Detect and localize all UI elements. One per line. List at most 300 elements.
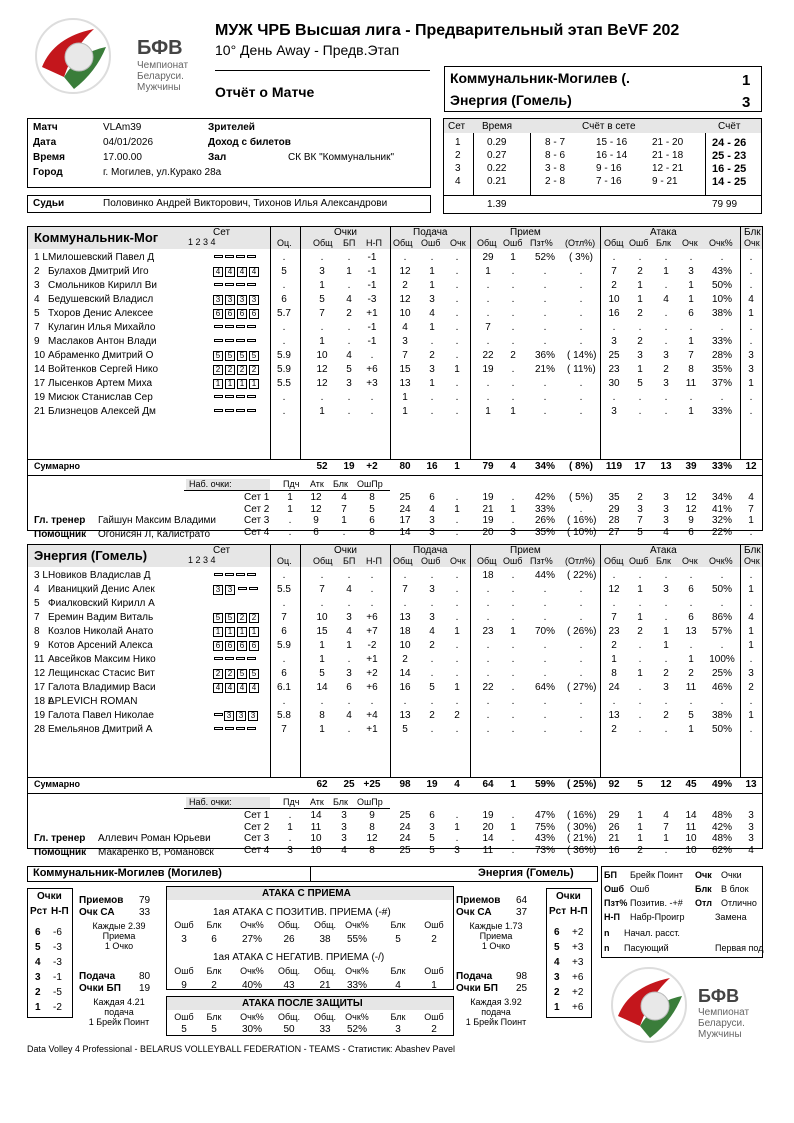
team2-setstat-rt: 20 xyxy=(482,821,494,833)
team2-stat-ab: . xyxy=(664,598,668,609)
right-rot: 1 xyxy=(554,1002,560,1013)
team1-stat-rx: . xyxy=(579,294,583,305)
referee-value: Половинко Андрей Викторович, Тихонов Илья Александрови xyxy=(103,198,388,209)
team2-nab-p2: 11 xyxy=(310,821,322,833)
team1-player-no: 1 L xyxy=(34,252,48,263)
left-rec-note: Приема xyxy=(102,931,136,941)
team2-stat-at: . xyxy=(612,570,616,581)
team2-stat-apc: 86% xyxy=(711,612,732,623)
team2-stat-bl: . xyxy=(749,598,753,609)
team1-stat-pt: 1 xyxy=(319,406,325,417)
team1-nab-p1: . xyxy=(288,515,292,526)
team2-total-np: +25 xyxy=(363,779,381,790)
sets-h-total: Счёт xyxy=(718,121,741,132)
sets-h-time: Время xyxy=(482,121,513,132)
team1-stat-np: . xyxy=(370,392,374,403)
set-row-b: 16 - 14 xyxy=(596,150,628,161)
team1-stat-rp: . xyxy=(543,266,547,277)
team2-setstat-rx: ( 16%) xyxy=(567,810,597,821)
team1-stat-rp: 36% xyxy=(534,350,555,361)
team2-stat-sp: . xyxy=(455,724,459,735)
team1-stat-re: 2 xyxy=(510,350,516,361)
team1-setstat-st: 24 xyxy=(399,503,411,515)
team2-stat-ap: 5 xyxy=(688,710,694,721)
team2-player-name: Галота Владимир Васи xyxy=(48,682,156,693)
team1-player-no: 3 xyxy=(34,280,40,291)
team1-setstat-apc: 22% xyxy=(711,526,732,538)
team1-stat-oc: . xyxy=(282,336,286,347)
team2-name: Энергия (Гомель) xyxy=(450,92,572,108)
team2-total-at: 92 xyxy=(608,779,620,790)
team1-stat-pt: . xyxy=(320,252,324,263)
team2-stat-bp: 4 xyxy=(346,710,352,721)
team1-setstat-ap: 9 xyxy=(688,515,694,526)
team2-stat-rx: . xyxy=(579,640,583,651)
team2-stat-rt: . xyxy=(486,696,490,707)
set-boxes xyxy=(213,668,261,679)
set-position: 1 xyxy=(237,379,247,389)
team2-stat-rx: . xyxy=(579,668,583,679)
team1-stat-rt: . xyxy=(486,378,490,389)
team1-stat-np: -3 xyxy=(367,294,377,305)
logo-sub-1: Чемпионат xyxy=(137,60,189,71)
sub-marker xyxy=(214,727,223,730)
team1-setstat-ab: 3 xyxy=(663,515,669,526)
atk1-v2: 4 xyxy=(395,980,401,991)
atk1-h: Очк% xyxy=(240,920,264,930)
atk2-v: 33 xyxy=(319,1024,331,1035)
right-obp-val: 25 xyxy=(516,983,528,994)
team1-stat-rt: . xyxy=(486,280,490,291)
team1-setstat-ae: 2 xyxy=(637,492,643,503)
right-h2: Н-П xyxy=(570,906,588,917)
legend-key: Ошб xyxy=(604,884,625,894)
team2-stat-oc: . xyxy=(282,696,286,707)
col-sub-err: Ошб xyxy=(421,238,441,248)
set-row-num: 4 xyxy=(455,176,461,187)
team2-player-name: Козлов Николай Анато xyxy=(48,626,154,637)
team2-total-sp: 4 xyxy=(454,779,460,790)
team1-player-name: Булахов Дмитрий Иго xyxy=(48,266,149,277)
team2-coach: Аллевич Роман Юрьеви xyxy=(98,833,211,844)
setstat-row xyxy=(28,810,762,822)
team1-stat-sp: 1 xyxy=(454,364,460,375)
team2-stat-ab: 2 xyxy=(663,710,669,721)
report-title: Отчёт о Матче xyxy=(215,84,315,100)
team2-player-no: 11 xyxy=(34,654,45,665)
set-position: 5 xyxy=(213,351,223,361)
left-oca-val: 33 xyxy=(139,907,151,918)
team2-player-no: 3 L xyxy=(34,570,48,581)
spectators-label: Зрителей xyxy=(208,122,255,133)
team1-setstat-se: 6 xyxy=(429,492,435,503)
team1-setstat-at: 27 xyxy=(608,526,620,538)
team1-asst: Огонисян Л, Калистрато xyxy=(98,529,211,540)
set-boxes xyxy=(213,280,257,291)
team2-stat-rp: . xyxy=(543,640,547,651)
team1-stat-apc: . xyxy=(720,322,724,333)
col-sub-err: Ошб xyxy=(629,238,649,248)
atk2-v: 3 xyxy=(395,1024,401,1035)
team1-setstat-rt: 21 xyxy=(482,503,494,515)
atk2-title: АТАКА ПОСЛЕ ЗАЩИТЫ xyxy=(242,998,363,1009)
team1-stat-bp: . xyxy=(347,252,351,263)
team1-setstat-rp: 26% xyxy=(534,515,555,526)
team1-total-rp: 34% xyxy=(534,461,555,472)
left-rot: 4 xyxy=(35,957,41,968)
team1-player-no: 10 xyxy=(34,350,46,361)
team1-stat-rp: . xyxy=(543,406,547,417)
team1-coach: Гайшун Максим Владими xyxy=(98,515,217,526)
set-row-c: 12 - 21 xyxy=(652,163,684,174)
set-position: 2 xyxy=(213,365,223,375)
team2-stat-oc: 6 xyxy=(281,626,287,637)
right-np: +3 xyxy=(572,957,584,968)
team2-setstat-at: 26 xyxy=(608,821,620,833)
team1-stat-ab: . xyxy=(664,308,668,319)
col-sub-exc: (Отл%) xyxy=(565,238,596,248)
date-label: Дата xyxy=(33,137,57,148)
sets-total-time: 1.39 xyxy=(487,199,507,210)
team1-stat-at: 3 xyxy=(611,336,617,347)
team2-total-pt: 62 xyxy=(316,779,328,790)
team2-stat-ap: 1 xyxy=(688,654,694,665)
team1-stat-ap: . xyxy=(689,252,693,263)
team2-total-re: 1 xyxy=(510,779,516,790)
team2-stat-rp: . xyxy=(543,598,547,609)
team1-stat-bl: 3 xyxy=(748,364,754,375)
set-position: 1 xyxy=(225,379,235,389)
set-boxes xyxy=(213,322,257,333)
team1-stat-st: 4 xyxy=(402,322,408,333)
team2-stat-np: . xyxy=(370,696,374,707)
team2-stat-pt: 1 xyxy=(319,640,325,651)
team1-setstat-rx: ( 5%) xyxy=(569,492,593,503)
team2-stat-ab: . xyxy=(664,696,668,707)
team2-setstat-se: 5 xyxy=(429,833,435,844)
right-np: +6 xyxy=(572,1002,584,1013)
team2-stat-rx: . xyxy=(579,612,583,623)
atk1-sub1: 1ая АТАКА С ПОЗИТИВ. ПРИЕМА (-#) xyxy=(213,907,391,918)
team1-total-re: 4 xyxy=(510,461,516,472)
team2-setstat-at: 16 xyxy=(608,844,620,856)
team1-total-np: +2 xyxy=(366,461,378,472)
right-np: +3 xyxy=(572,942,584,953)
legend-desc: Очки xyxy=(721,870,742,880)
team1-setstat-apc: 32% xyxy=(711,515,732,526)
team2-stat-np: +4 xyxy=(366,710,378,721)
set-row-score: 25 - 23 xyxy=(712,150,747,162)
atk1-v2: 1 xyxy=(431,980,437,991)
team1-stat-apc: . xyxy=(720,252,724,263)
team2-stat-ab: . xyxy=(664,570,668,581)
team2-stat-pt: 7 xyxy=(319,584,325,595)
set-boxes xyxy=(213,266,261,277)
team2-nab-p2: 10 xyxy=(310,833,322,844)
team2-stat-ae: . xyxy=(638,570,642,581)
atk2-h: Блк xyxy=(390,1012,406,1022)
set-boxes xyxy=(213,252,257,263)
team1-player-no: 17 xyxy=(34,378,46,389)
left-srv-note: 1 Брейк Поинт xyxy=(88,1017,150,1027)
footer-text: Data Volley 4 Professional - BELARUS VOLLEYBALL FEDERATION - TEAMS - Статистик: Abashev Pavel xyxy=(27,1044,456,1054)
legend-desc: Набр-Проигр xyxy=(630,912,685,922)
team2-stat-np: . xyxy=(370,570,374,581)
team2-stat-at: 7 xyxy=(611,612,617,623)
team2-stat-bp: 3 xyxy=(346,668,352,679)
player-row xyxy=(28,336,762,350)
team1-stat-at: 25 xyxy=(608,350,620,361)
atk1-h2: Очк% xyxy=(240,966,264,976)
team2-stat-se: . xyxy=(430,654,434,665)
team2-stat-np: +7 xyxy=(366,626,378,637)
team2-player-name: Фиалковский Кирилл А xyxy=(48,598,155,609)
player-row xyxy=(28,612,762,626)
team1-stat-np: +1 xyxy=(366,308,378,319)
team1-stat-apc: 28% xyxy=(711,350,732,361)
sub-marker xyxy=(247,657,256,660)
team2-stat-se: . xyxy=(430,598,434,609)
team1-stat-rx: . xyxy=(579,322,583,333)
col-sub-err: Ошб xyxy=(629,556,649,566)
player-row xyxy=(28,584,762,598)
team1-stat-oc: . xyxy=(282,392,286,403)
left-rot: 5 xyxy=(35,942,41,953)
team1-player-no: 5 xyxy=(34,308,40,319)
team2-stat-bp: 4 xyxy=(346,584,352,595)
col-sub-pos: Пзт% xyxy=(530,556,553,566)
logo-text-bottom: БФВ xyxy=(698,986,740,1006)
player-row xyxy=(28,682,762,696)
team1-setstat-rx: ( 16%) xyxy=(567,515,597,526)
team2-setstat-bl: 3 xyxy=(748,810,754,821)
team2-total-st: 98 xyxy=(399,779,411,790)
team2-setstat-rt: 14 xyxy=(482,833,494,844)
team2-stat-sp: . xyxy=(455,654,459,665)
team1-setstat-sp: 1 xyxy=(454,503,460,515)
team2-stat-se: . xyxy=(430,668,434,679)
team1-stat-bl: 1 xyxy=(748,308,754,319)
team1-stat-bl: 4 xyxy=(748,294,754,305)
col-sub-blk: Блк xyxy=(656,238,671,248)
team2-setstat-sp: . xyxy=(455,833,459,844)
team1-stat-pt: 7 xyxy=(319,308,325,319)
atk1-v1: 5 xyxy=(395,934,401,945)
atk1-h2: Ошб xyxy=(174,966,194,976)
team2-stat-ae: . xyxy=(638,710,642,721)
team2-nab-p3: 4 xyxy=(341,844,347,856)
right-srv-val: 98 xyxy=(516,971,528,982)
atk1-h2: Общ. xyxy=(277,966,301,976)
team1-name: Коммунальник-Мог xyxy=(34,230,159,245)
team1-stat-st: 3 xyxy=(402,336,408,347)
team2-stat-re: . xyxy=(511,570,515,581)
team1-total-st: 80 xyxy=(399,461,411,472)
nab-h2: Атк xyxy=(310,479,324,489)
team2-stat-bp: . xyxy=(347,570,351,581)
set-boxes xyxy=(213,570,257,581)
team1-stat-se: 3 xyxy=(429,364,435,375)
left-srv-val: 80 xyxy=(139,971,151,982)
team2-stat-at: 12 xyxy=(608,584,620,595)
team1-nab-p2: 6 xyxy=(313,526,319,538)
team2-stat-rp: . xyxy=(543,710,547,721)
team1-stat-re: . xyxy=(511,392,515,403)
set-position: 5 xyxy=(237,669,247,679)
set-row-c: 9 - 21 xyxy=(652,176,678,187)
team2-stat-st: . xyxy=(403,570,407,581)
team2-stat-re: . xyxy=(511,584,515,595)
team1-stat-rt: 29 xyxy=(482,252,494,263)
col-sub-pos: Пзт% xyxy=(530,238,553,248)
right-rot: 5 xyxy=(554,942,560,953)
legend-key: БП xyxy=(604,870,617,880)
team1-player-name: Войтенков Сергей Нико xyxy=(48,364,159,375)
team1-stat-ap: 1 xyxy=(688,336,694,347)
legend-desc: Начал. расст. xyxy=(624,928,680,938)
team1-setstat-re: . xyxy=(511,492,515,503)
asst-label: Помощник xyxy=(34,529,87,540)
team1-set-label: Сет 4 xyxy=(244,526,270,538)
team1-player-name: Кулагин Илья Михайло xyxy=(48,322,156,333)
attack-head: Атака xyxy=(650,545,677,556)
set-position: 5 xyxy=(237,351,247,361)
legend-desc: Пасующий xyxy=(624,943,669,953)
team1-stat-rp: . xyxy=(543,308,547,319)
col-sub-bp: БП xyxy=(343,556,356,566)
team2-stat-rp: 64% xyxy=(534,682,555,693)
team1-nab-p1: 1 xyxy=(287,492,293,503)
bottom-team1: Коммунальник-Могилев (Могилев) xyxy=(33,867,222,879)
set-row-score: 14 - 25 xyxy=(712,176,747,188)
atk1-h: Ошб xyxy=(424,920,444,930)
team1-setstat-rp: 42% xyxy=(534,492,555,503)
team1-stat-sp: . xyxy=(455,322,459,333)
team1-stat-at: 10 xyxy=(608,294,620,305)
team1-setstat-rx: ( 10%) xyxy=(567,526,597,538)
set-position: 1 xyxy=(249,627,259,637)
team1-stat-oc: . xyxy=(282,322,286,333)
team1-stat-sp: . xyxy=(455,308,459,319)
set-row-b: 15 - 16 xyxy=(596,137,628,148)
team2-stat-pt: 10 xyxy=(316,612,328,623)
team1-stat-st: . xyxy=(403,252,407,263)
team1-stat-re: . xyxy=(511,308,515,319)
team1-stat-at: 30 xyxy=(608,378,620,389)
team1-player-no: 19 xyxy=(34,392,46,403)
team2-nab-p1: . xyxy=(288,810,292,821)
team2-stat-pt: 1 xyxy=(319,724,325,735)
team1-nab-p1: . xyxy=(288,526,292,538)
team2-setstat-bl: 3 xyxy=(748,821,754,833)
team1-stat-bp: . xyxy=(347,280,351,291)
team2-stat-np: +6 xyxy=(366,682,378,693)
team2-player-no: 8 xyxy=(34,626,40,637)
team1-stat-ae: 2 xyxy=(637,308,643,319)
atk2-h: Ошб xyxy=(424,1012,444,1022)
team2-player-no: 4 xyxy=(34,584,40,595)
set-position: 4 xyxy=(249,267,259,277)
team1-stat-ab: . xyxy=(664,252,668,263)
sub-marker xyxy=(214,573,223,576)
team2-stat-bp: . xyxy=(347,598,351,609)
points-head: Очки xyxy=(334,227,357,238)
set-position: 5 xyxy=(225,351,235,361)
left-srv-label: Подача xyxy=(79,971,116,982)
left-rot: 2 xyxy=(35,987,41,998)
col-sub-tot: Общ xyxy=(393,238,413,248)
team1-setstat-bl: 1 xyxy=(748,515,754,526)
coach-label: Гл. тренер xyxy=(34,515,86,526)
team2-player-no: 28 xyxy=(34,724,46,735)
team1-player-no: 2 xyxy=(34,266,40,277)
team2-total-ae: 5 xyxy=(637,779,643,790)
team2-stat-st: 14 xyxy=(399,668,411,679)
team2-stat-se: 2 xyxy=(429,640,435,651)
team1-player-no: 14 xyxy=(34,364,46,375)
team1-set-label: Сет 3 xyxy=(244,515,270,526)
team2-stat-se: 2 xyxy=(429,710,435,721)
set-row-c: 21 - 20 xyxy=(652,137,684,148)
atk1-h: Блк xyxy=(390,920,406,930)
col-sub-tot: Общ xyxy=(604,238,624,248)
team1-nab-p2: 12 xyxy=(310,503,322,515)
team2-stat-at: 13 xyxy=(608,710,620,721)
sub-marker xyxy=(214,283,223,286)
sub-marker xyxy=(247,339,256,342)
team2-stat-rx: . xyxy=(579,724,583,735)
sub-marker xyxy=(247,727,256,730)
team1-stat-se: . xyxy=(430,406,434,417)
set-row-num: 2 xyxy=(455,150,461,161)
team2-setstat-ap: 10 xyxy=(685,833,697,844)
legend-key: Блк xyxy=(695,884,712,894)
team1-stat-rp: 21% xyxy=(534,364,555,375)
right-obp-label: Очки БП xyxy=(456,983,498,994)
col-sub-tot: Общ xyxy=(477,238,497,248)
team2-setstat-ae: 1 xyxy=(637,810,643,821)
left-rot: 6 xyxy=(35,927,41,938)
team1-stat-se: . xyxy=(430,392,434,403)
atk2-v: 5 xyxy=(181,1024,187,1035)
team2-nab-p4: 8 xyxy=(369,821,375,833)
team1-stat-se: 4 xyxy=(429,308,435,319)
sub-marker xyxy=(225,339,234,342)
team1-stat-bp: 5 xyxy=(346,364,352,375)
player-row xyxy=(28,280,762,294)
col-sub-pts: Очк xyxy=(682,556,698,566)
team1-player-name: Бедушевский Владисл xyxy=(48,294,154,305)
team1-stat-apc: 35% xyxy=(711,364,732,375)
nab-h4: ОшПр xyxy=(357,797,383,807)
team2-player-no: 12 xyxy=(34,668,46,679)
team1-setstat-st: 25 xyxy=(399,492,411,503)
atk2-v: 52% xyxy=(346,1024,367,1035)
team2-stat-st: 13 xyxy=(399,612,411,623)
team2-setstat-rx: ( 21%) xyxy=(567,833,597,844)
set-position: 1 xyxy=(225,627,235,637)
left-np: -2 xyxy=(53,1002,62,1013)
team2-setstat-ab: 4 xyxy=(663,810,669,821)
team1-stat-st: 12 xyxy=(399,266,411,277)
col-sub-bpts: Очк xyxy=(744,238,760,248)
set-position: 3 xyxy=(237,295,247,305)
sub-marker xyxy=(225,573,234,576)
set-position: 1 xyxy=(237,627,247,637)
team2-setstat-sp: . xyxy=(455,810,459,821)
nab-h2: Атк xyxy=(310,797,324,807)
set-position: 2 xyxy=(225,669,235,679)
